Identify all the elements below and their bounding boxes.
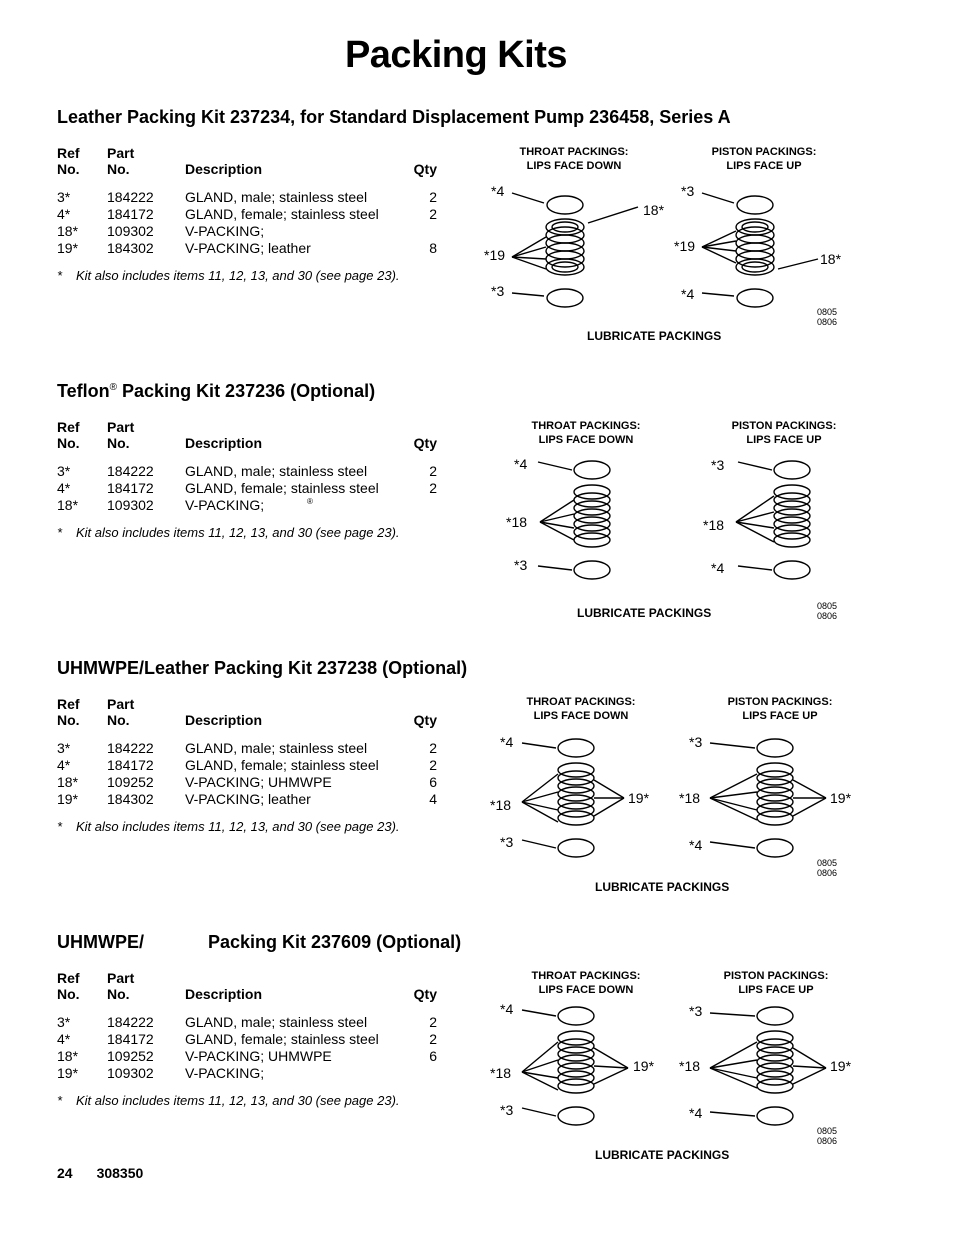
header-ref-no: No. <box>57 712 80 728</box>
callout-piston-top: *3 <box>689 734 703 750</box>
callout-piston-stack: *18 <box>679 790 701 806</box>
gland-ring <box>757 1107 793 1125</box>
throat-label-line2: LIPS FACE DOWN <box>526 160 622 172</box>
gland-ring <box>737 289 773 307</box>
cell-ref: 19* <box>57 240 79 256</box>
header-part: Part <box>107 145 135 161</box>
header-part-no: No. <box>107 986 130 1002</box>
throat-label <box>509 145 639 173</box>
cell-part: 184222 <box>107 189 154 205</box>
table-row <box>57 189 442 206</box>
callout-throat-stack: *18 <box>506 514 528 530</box>
header-qty: Qty <box>413 161 437 177</box>
callout-piston-stack: *19 <box>674 238 696 254</box>
table-row <box>57 497 442 514</box>
note-text: Kit also includes items 11, 12, 13, and 30 (see page 23). <box>76 268 400 283</box>
cell-qty: 6 <box>429 774 437 790</box>
gland-ring <box>547 196 583 214</box>
figure-number-1: 0805 <box>817 1126 838 1136</box>
piston-label <box>699 145 829 173</box>
cell-part: 109252 <box>107 774 154 790</box>
header-part: Part <box>107 970 135 986</box>
gland-ring <box>757 1007 793 1025</box>
document-number: 308350 <box>96 1165 144 1181</box>
callout-piston-side: 18* <box>820 251 842 267</box>
gland-ring <box>774 461 810 479</box>
note-text: Kit also includes items 11, 12, 13, and 30 (see page 23). <box>76 525 400 540</box>
throat-label-line2: LIPS FACE DOWN <box>538 434 634 446</box>
header-ref: Ref <box>57 696 80 712</box>
packing-diagram-1 <box>480 175 860 315</box>
gland-ring <box>558 739 594 757</box>
lubricate-note: LUBRICATE PACKINGS <box>595 1148 730 1162</box>
figure-number-2: 0806 <box>817 611 838 621</box>
gland-ring <box>558 1107 594 1125</box>
callout-throat-bottom: *3 <box>500 1102 514 1118</box>
figure-number-1: 0805 <box>817 601 838 611</box>
piston-label-line1: PISTON PACKINGS: <box>711 146 817 158</box>
packing-stack <box>558 1031 594 1093</box>
section-1-table <box>57 145 442 283</box>
cell-ref: 18* <box>57 774 79 790</box>
gland-ring <box>774 561 810 579</box>
callout-piston-top: *3 <box>711 457 725 473</box>
callout-piston-stack: *18 <box>679 1058 701 1074</box>
cell-desc: GLAND, male; stainless steel <box>185 463 368 479</box>
callout-piston-side: 19* <box>830 790 852 806</box>
gland-ring <box>558 839 594 857</box>
callout-throat-top: *4 <box>500 1001 514 1017</box>
cell-ref: 3* <box>57 463 71 479</box>
section-2-title-post: Packing Kit 237236 (Optional) <box>117 381 376 401</box>
cell-part: 184222 <box>107 463 154 479</box>
cell-ref: 19* <box>57 791 79 807</box>
callout-throat-bottom: *3 <box>514 557 528 573</box>
figure-number <box>817 601 837 621</box>
piston-label-line2: LIPS FACE UP <box>742 710 818 722</box>
cell-desc: GLAND, female; stainless steel <box>185 206 379 222</box>
lubricate-note: LUBRICATE PACKINGS <box>595 880 730 894</box>
piston-label-line1: PISTON PACKINGS: <box>723 970 829 982</box>
note-text: Kit also includes items 11, 12, 13, and 30 (see page 23). <box>76 1093 400 1108</box>
gland-ring <box>574 461 610 479</box>
page-number: 24 <box>57 1165 73 1181</box>
page-footer <box>57 1165 167 1181</box>
lubricate-note: LUBRICATE PACKINGS <box>577 606 712 620</box>
cell-ref: 4* <box>57 757 71 773</box>
cell-desc: GLAND, female; stainless steel <box>185 480 379 496</box>
table-row <box>57 480 442 497</box>
throat-label <box>516 695 646 723</box>
section-1-title: Leather Packing Kit 237234, for Standard Displacement Pump 236458, Series A <box>57 107 731 127</box>
piston-label <box>711 969 841 997</box>
piston-label-line1: PISTON PACKINGS: <box>731 420 837 432</box>
cell-qty: 4 <box>429 791 437 807</box>
cell-desc: GLAND, female; stainless steel <box>185 1031 379 1047</box>
table-row <box>57 757 442 774</box>
cell-ref: 4* <box>57 480 71 496</box>
packing-stack <box>546 219 584 275</box>
callout-piston-bottom: *4 <box>681 286 695 302</box>
cell-qty: 2 <box>429 1014 437 1030</box>
callout-piston-bottom: *4 <box>689 1105 703 1121</box>
note-star: * <box>57 525 63 540</box>
callout-throat-side: 18* <box>643 202 665 218</box>
table-row <box>57 791 442 808</box>
gland-ring <box>757 839 793 857</box>
note-star: * <box>57 819 63 834</box>
throat-label-line1: THROAT PACKINGS: <box>531 970 641 982</box>
cell-desc: V-PACKING; <box>185 497 265 513</box>
gland-ring <box>757 739 793 757</box>
cell-qty: 2 <box>429 757 437 773</box>
cell-ref: 3* <box>57 189 71 205</box>
section-2-title <box>57 381 375 402</box>
table-row <box>57 1048 442 1065</box>
callout-throat-side: 19* <box>633 1058 655 1074</box>
header-qty: Qty <box>413 986 437 1002</box>
cell-qty: 2 <box>429 189 437 205</box>
figure-number <box>817 858 837 878</box>
note-star: * <box>57 1093 63 1108</box>
callout-piston-bottom: *4 <box>689 837 703 853</box>
cell-ref: 4* <box>57 1031 71 1047</box>
header-ref: Ref <box>57 970 80 986</box>
header-part: Part <box>107 419 135 435</box>
cell-desc: GLAND, male; stainless steel <box>185 189 368 205</box>
table-row <box>57 463 442 480</box>
cell-part: 184172 <box>107 480 154 496</box>
cell-part: 184222 <box>107 740 154 756</box>
table-row <box>57 1014 442 1031</box>
cell-qty: 6 <box>429 1048 437 1064</box>
section-3-title: UHMWPE/Leather Packing Kit 237238 (Optional) <box>57 658 468 678</box>
throat-label-line1: THROAT PACKINGS: <box>526 696 636 708</box>
table-header <box>57 696 442 730</box>
section-2-title-pre: Teflon <box>57 381 110 401</box>
cell-qty: 2 <box>429 463 437 479</box>
section-2-table <box>57 419 442 540</box>
cell-part: 109302 <box>107 223 154 239</box>
cell-part: 184172 <box>107 757 154 773</box>
callout-throat-top: *4 <box>491 183 505 199</box>
header-part: Part <box>107 696 135 712</box>
cell-desc: V-PACKING; UHMWPE <box>185 774 332 790</box>
cell-part: 184172 <box>107 1031 154 1047</box>
figure-number <box>817 307 837 327</box>
table-row <box>57 1065 442 1082</box>
cell-ref: 3* <box>57 740 71 756</box>
throat-label <box>521 969 651 997</box>
cell-ref: 18* <box>57 497 79 513</box>
cell-ref: 18* <box>57 1048 79 1064</box>
note-text: Kit also includes items 11, 12, 13, and 30 (see page 23). <box>76 819 400 834</box>
callout-throat-bottom: *3 <box>491 283 505 299</box>
header-part-no: No. <box>107 435 130 451</box>
cell-desc: V-PACKING; leather <box>185 240 311 256</box>
header-part-no: No. <box>107 712 130 728</box>
table-header <box>57 145 442 179</box>
packing-stack <box>757 1031 793 1093</box>
lubricate-note: LUBRICATE PACKINGS <box>587 329 722 343</box>
header-part-no: No. <box>107 161 130 177</box>
callout-piston-stack: *18 <box>703 517 725 533</box>
cell-part: 184302 <box>107 791 154 807</box>
callout-piston-side: 19* <box>830 1058 852 1074</box>
figure-number <box>817 1126 837 1146</box>
throat-label <box>521 419 651 447</box>
callout-throat-side: 19* <box>628 790 650 806</box>
gland-ring <box>737 196 773 214</box>
header-qty: Qty <box>413 435 437 451</box>
gland-ring <box>574 561 610 579</box>
piston-label-line2: LIPS FACE UP <box>738 984 814 996</box>
figure-number-1: 0805 <box>817 858 838 868</box>
cell-part: 109302 <box>107 1065 154 1081</box>
cell-desc: GLAND, female; stainless steel <box>185 757 379 773</box>
cell-part: 109252 <box>107 1048 154 1064</box>
gland-ring <box>547 289 583 307</box>
table-row <box>57 240 442 257</box>
header-ref-no: No. <box>57 161 80 177</box>
packing-stack <box>757 763 793 825</box>
cell-part: 184172 <box>107 206 154 222</box>
cell-desc: V-PACKING; leather <box>185 791 311 807</box>
callout-throat-stack: *19 <box>484 247 506 263</box>
packing-diagram-2 <box>500 450 860 590</box>
section-3-table <box>57 696 442 834</box>
throat-label-line1: THROAT PACKINGS: <box>519 146 629 158</box>
cell-qty: 2 <box>429 1031 437 1047</box>
note-star: * <box>57 268 63 283</box>
cell-part: 184222 <box>107 1014 154 1030</box>
callout-throat-top: *4 <box>514 456 528 472</box>
figure-number-2: 0806 <box>817 317 838 327</box>
table-row <box>57 223 442 240</box>
registered-mark: ® <box>307 497 313 506</box>
header-qty: Qty <box>413 712 437 728</box>
table-row <box>57 1031 442 1048</box>
piston-label-line2: LIPS FACE UP <box>726 160 802 172</box>
callout-piston-top: *3 <box>689 1003 703 1019</box>
gland-ring <box>558 1007 594 1025</box>
cell-desc: V-PACKING; <box>185 223 265 239</box>
cell-ref: 18* <box>57 223 79 239</box>
section-4-title-a: UHMWPE/ <box>57 932 144 952</box>
header-description: Description <box>185 712 263 728</box>
page-title: Packing Kits <box>344 34 568 76</box>
callout-piston-top: *3 <box>681 183 695 199</box>
section-4-title <box>57 932 461 953</box>
packing-stack <box>774 485 810 547</box>
packing-stack <box>558 763 594 825</box>
cell-qty: 2 <box>429 480 437 496</box>
cell-ref: 19* <box>57 1065 79 1081</box>
throat-label-line1: THROAT PACKINGS: <box>531 420 641 432</box>
callout-throat-stack: *18 <box>490 797 512 813</box>
cell-desc: V-PACKING; <box>185 1065 265 1081</box>
figure-number-2: 0806 <box>817 1136 838 1146</box>
cell-ref: 4* <box>57 206 71 222</box>
header-ref-no: No. <box>57 435 80 451</box>
cell-qty: 8 <box>429 240 437 256</box>
table-header <box>57 419 442 453</box>
cell-qty: 2 <box>429 206 437 222</box>
piston-label <box>715 695 845 723</box>
cell-desc: GLAND, male; stainless steel <box>185 740 368 756</box>
section-4-table <box>57 970 442 1108</box>
registered-mark: ® <box>109 382 118 393</box>
header-description: Description <box>185 161 263 177</box>
piston-label-line1: PISTON PACKINGS: <box>727 696 833 708</box>
cell-ref: 3* <box>57 1014 71 1030</box>
cell-qty: 2 <box>429 740 437 756</box>
header-ref: Ref <box>57 419 80 435</box>
packing-stack <box>736 219 774 275</box>
piston-label-line2: LIPS FACE UP <box>746 434 822 446</box>
piston-label <box>719 419 849 447</box>
cell-part: 109302 <box>107 497 154 513</box>
packing-stack <box>574 485 610 547</box>
cell-part: 184302 <box>107 240 154 256</box>
table-header <box>57 970 442 1004</box>
table-row <box>57 774 442 791</box>
header-description: Description <box>185 435 263 451</box>
table-row <box>57 740 442 757</box>
cell-desc: V-PACKING; UHMWPE <box>185 1048 332 1064</box>
callout-piston-bottom: *4 <box>711 560 725 576</box>
callout-throat-top: *4 <box>500 734 514 750</box>
throat-label-line2: LIPS FACE DOWN <box>533 710 629 722</box>
header-description: Description <box>185 986 263 1002</box>
callout-throat-stack: *18 <box>490 1065 512 1081</box>
table-row <box>57 206 442 223</box>
callout-throat-bottom: *3 <box>500 834 514 850</box>
figure-number-2: 0806 <box>817 868 838 878</box>
section-4-title-b: Packing Kit 237609 (Optional) <box>208 932 462 952</box>
throat-label-line2: LIPS FACE DOWN <box>538 984 634 996</box>
figure-number-1: 0805 <box>817 307 838 317</box>
header-ref-no: No. <box>57 986 80 1002</box>
cell-desc: GLAND, male; stainless steel <box>185 1014 368 1030</box>
header-ref: Ref <box>57 145 80 161</box>
